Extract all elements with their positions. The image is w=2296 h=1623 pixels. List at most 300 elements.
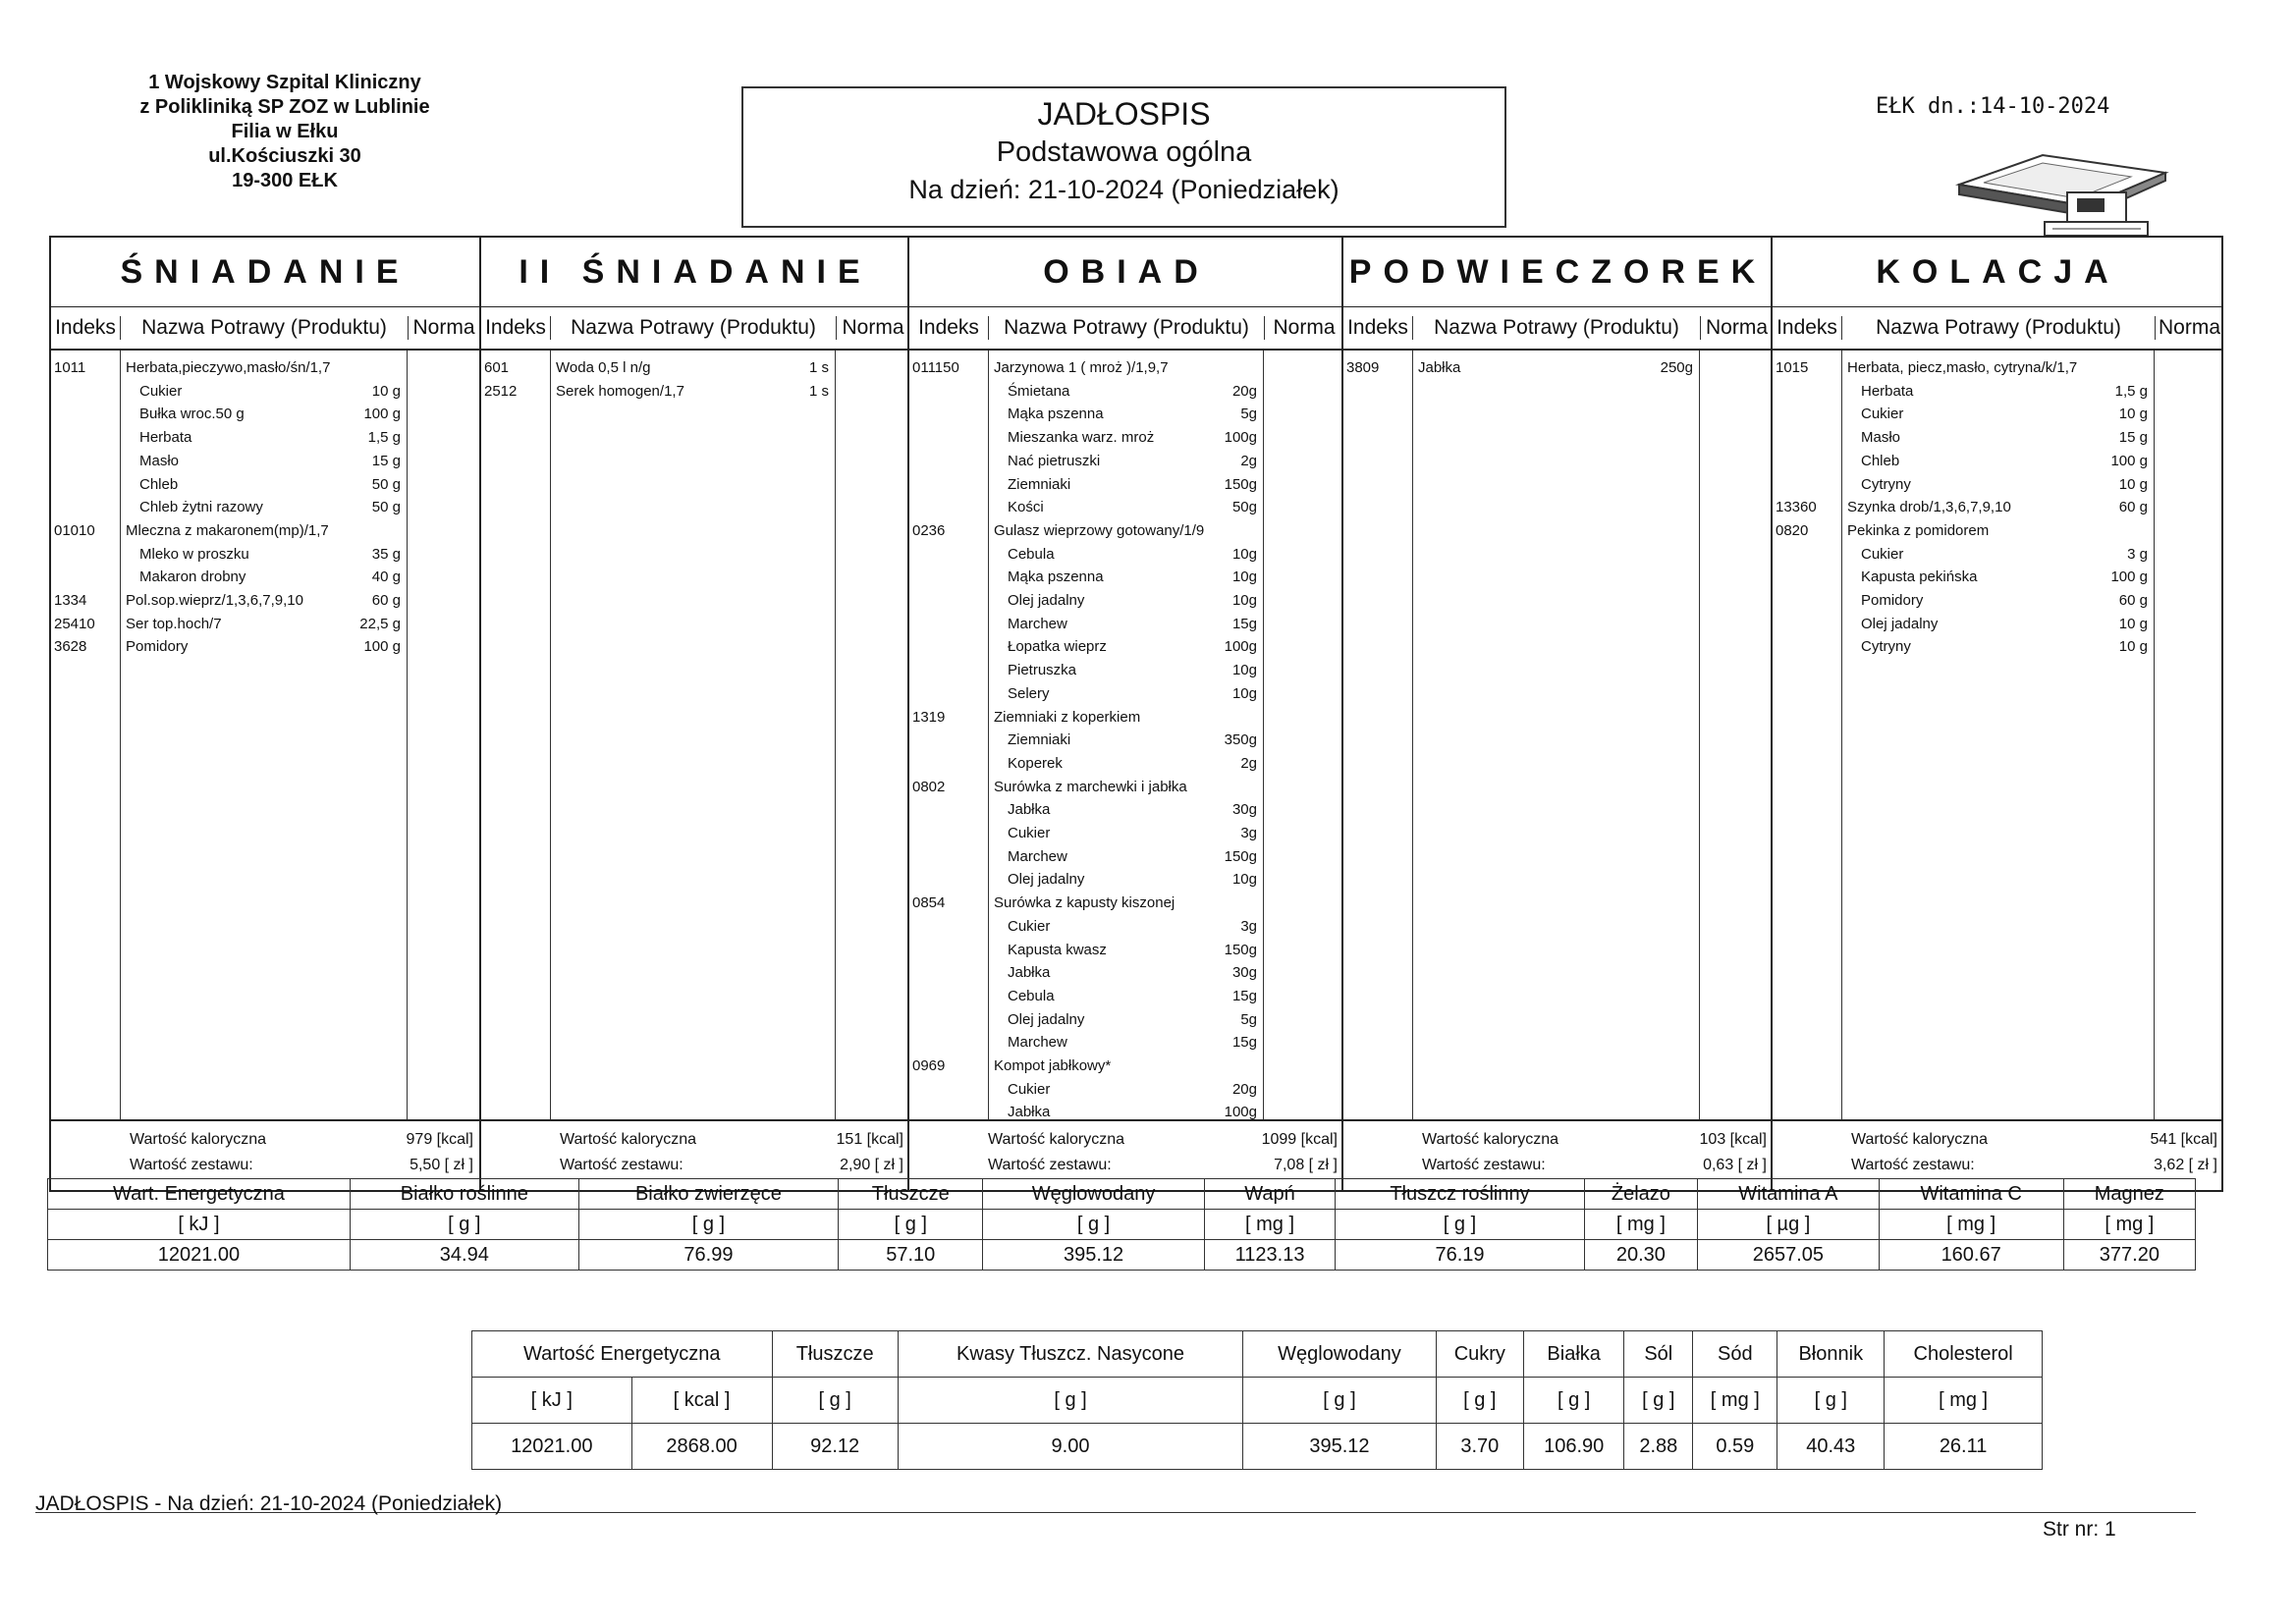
hospital-line: z Polikliniką SP ZOZ w Lublinie — [139, 96, 430, 118]
item-name: Ziemniaki z koperkiem — [994, 708, 1141, 726]
item-norm: 150g — [1224, 941, 1257, 958]
item-name: Kapusta pekińska — [1861, 568, 1978, 586]
item-name: Chleb — [1861, 452, 1900, 469]
name-header: Nazwa Potrawy (Produktu) — [1412, 316, 1701, 340]
kcal-value: 979 [kcal] — [406, 1131, 473, 1148]
nutrient-value: 0.59 — [1693, 1424, 1777, 1470]
nutrient-header: Białko zwierzęce — [578, 1179, 838, 1210]
issue-date: EŁK dn.:14-10-2024 — [1876, 94, 2110, 119]
item-norm: 10g — [1231, 568, 1257, 586]
meal-items — [1343, 351, 1773, 1121]
item-name: Jarzynowa 1 ( mroż )/1,9,7 — [994, 359, 1169, 376]
nutrient-header: Cukry — [1436, 1331, 1523, 1378]
meals-table — [49, 236, 2223, 1192]
item-norm: 2g — [1240, 452, 1257, 469]
name-header: Nazwa Potrawy (Produktu) — [120, 316, 409, 340]
item-name: Jabłka — [1008, 1104, 1051, 1121]
item-norm: 100 g — [363, 406, 401, 423]
item-name: Pekinka z pomidorem — [1847, 521, 1990, 539]
item-norm: 1,5 g — [2114, 382, 2148, 400]
meal-items — [909, 351, 1343, 1121]
hospital-line: ul.Kościuszki 30 — [208, 145, 361, 167]
nutrient-header: Tłuszcz roślinny — [1336, 1179, 1584, 1210]
diet-name: Podstawowa ogólna — [996, 136, 1252, 168]
nutrient-header: Sól — [1624, 1331, 1693, 1378]
meal-title: ŚNIADANIE — [51, 238, 479, 307]
nutrient-unit: [ g ] — [1523, 1378, 1623, 1424]
meal-item-row — [909, 961, 1343, 985]
norm-header: Norma — [1273, 316, 1336, 339]
item-name: Kapusta kwasz — [1008, 941, 1107, 958]
nutrient-value: 26.11 — [1885, 1424, 2043, 1470]
meal-item-row — [909, 519, 1343, 543]
item-name: Pietruszka — [1008, 662, 1077, 679]
kcal-value: 1099 [kcal] — [1261, 1131, 1338, 1148]
nutrient-unit: [ g ] — [898, 1378, 1242, 1424]
nutrient-unit: [ g ] — [839, 1210, 983, 1240]
nutrient-header: Węglowodany — [983, 1179, 1204, 1210]
item-norm: 15g — [1231, 1034, 1257, 1052]
item-name: Gulasz wieprzowy gotowany/1/9 — [994, 521, 1205, 539]
item-index: 0820 — [1776, 521, 1809, 539]
kcal-label: Wartość kaloryczna — [988, 1131, 1124, 1148]
item-index: 011150 — [912, 359, 959, 376]
nutrient-value: 34.94 — [350, 1240, 578, 1271]
hospital-line: 19-300 EŁK — [232, 170, 338, 191]
item-name: Cukier — [1861, 406, 1904, 423]
meal-item-row — [1773, 380, 2223, 404]
item-norm: 22,5 g — [359, 615, 401, 632]
item-name: Olej jadalny — [1008, 871, 1085, 889]
meal-item-row — [909, 543, 1343, 567]
item-name: Cukier — [1008, 917, 1051, 935]
item-name: Serek homogen/1,7 — [556, 382, 684, 400]
item-norm: 10g — [1231, 592, 1257, 609]
item-name: Cukier — [139, 382, 183, 400]
nutrient-value: 2.88 — [1624, 1424, 1693, 1470]
item-index: 01010 — [54, 521, 95, 539]
item-name: Olej jadalny — [1008, 592, 1085, 609]
item-norm: 60 g — [2118, 592, 2148, 609]
meal-item-row — [1773, 519, 2223, 543]
item-norm: 100 g — [2110, 568, 2148, 586]
nutrition-table-2 — [471, 1330, 2043, 1470]
meal-item-row — [909, 798, 1343, 822]
item-name: Chleb żytni razowy — [139, 499, 263, 516]
item-name: Jabłka — [1418, 359, 1461, 376]
nutrient-unit: [ g ] — [1436, 1378, 1523, 1424]
meal-item-row — [909, 752, 1343, 776]
nutrient-header: Białka — [1523, 1331, 1623, 1378]
item-name: Herbata — [139, 429, 192, 447]
item-name: Pomidory — [126, 638, 189, 656]
item-norm: 10 g — [371, 382, 401, 400]
nutrient-header: Witamina C — [1879, 1179, 2063, 1210]
nutrient-unit: [ mg ] — [1693, 1378, 1777, 1424]
item-index: 1011 — [54, 359, 86, 376]
meal-items — [51, 351, 479, 1121]
meal-item-row — [1773, 403, 2223, 426]
item-norm: 100 g — [2110, 452, 2148, 469]
meal-item-row — [909, 939, 1343, 962]
item-norm: 40 g — [371, 568, 401, 586]
item-norm: 150g — [1224, 847, 1257, 865]
nutrient-header: Tłuszcze — [839, 1179, 983, 1210]
item-index: 601 — [484, 359, 510, 376]
nutrient-header: Wart. Energetyczna — [48, 1179, 351, 1210]
nutrient-unit: [ µg ] — [1698, 1210, 1879, 1240]
meal-item-row — [51, 426, 479, 450]
nutrient-value: 2657.05 — [1698, 1240, 1879, 1271]
item-name: Herbata — [1861, 382, 1914, 400]
meal-column-header — [909, 307, 1343, 351]
item-name: Cukier — [1008, 1080, 1051, 1098]
meal-item-row — [1773, 450, 2223, 473]
meal-item-row — [481, 356, 909, 380]
item-name: Masło — [1861, 429, 1901, 447]
meal-title: OBIAD — [909, 238, 1343, 307]
meal-item-row — [909, 892, 1343, 915]
nutrient-unit: [ mg ] — [1879, 1210, 2063, 1240]
item-name: Nać pietruszki — [1008, 452, 1101, 469]
item-norm: 10 g — [2118, 475, 2148, 493]
meal-item-row — [1773, 426, 2223, 450]
meal-item-row — [51, 635, 479, 659]
item-name: Olej jadalny — [1861, 615, 1939, 632]
item-name: Cukier — [1008, 825, 1051, 841]
nutrient-header: Magnez — [2063, 1179, 2195, 1210]
item-name: Marchew — [1008, 1034, 1067, 1052]
item-index: 0236 — [912, 521, 946, 539]
item-norm: 3 g — [2127, 545, 2148, 563]
item-norm: 10g — [1231, 545, 1257, 563]
meal-item-row — [51, 496, 479, 519]
item-norm: 50g — [1231, 499, 1257, 516]
nutrient-unit: [ g ] — [1777, 1378, 1885, 1424]
meal-item-row — [909, 822, 1343, 845]
item-name: Mleczna z makaronem(mp)/1,7 — [126, 521, 329, 539]
item-norm: 10g — [1231, 662, 1257, 679]
item-norm: 30g — [1231, 964, 1257, 982]
nutrient-unit: [ mg ] — [1584, 1210, 1698, 1240]
item-norm: 15 g — [2118, 429, 2148, 447]
item-index: 1334 — [54, 592, 87, 609]
item-norm: 60 g — [371, 592, 401, 609]
item-index: 3628 — [54, 638, 87, 656]
item-norm: 10 g — [2118, 638, 2148, 656]
meal-item-row — [909, 356, 1343, 380]
item-name: Jabłka — [1008, 964, 1051, 982]
meal-item-row — [1773, 356, 2223, 380]
meal-column-header — [481, 307, 909, 351]
item-norm: 100 g — [363, 638, 401, 656]
meal-item-row — [51, 519, 479, 543]
item-index: 0802 — [912, 778, 946, 795]
nutrient-unit: [ g ] — [983, 1210, 1204, 1240]
item-name: Selery — [1008, 684, 1050, 702]
nutrient-unit: [ g ] — [578, 1210, 838, 1240]
cost-value: 5,50 [ zł ] — [410, 1157, 473, 1173]
item-name: Chleb — [139, 475, 179, 493]
nutrient-header: Witamina A — [1698, 1179, 1879, 1210]
item-index: 1319 — [912, 708, 946, 726]
nutrient-value: 9.00 — [898, 1424, 1242, 1470]
nutrient-unit: [ g ] — [350, 1210, 578, 1240]
meal-item-row — [909, 635, 1343, 659]
meal-item-row — [909, 450, 1343, 473]
kcal-label: Wartość kaloryczna — [560, 1131, 696, 1148]
meal-item-row — [1343, 356, 1773, 380]
nutrient-value: 106.90 — [1523, 1424, 1623, 1470]
meal-item-row — [909, 682, 1343, 706]
hospital-header — [108, 71, 462, 193]
item-name: Szynka drob/1,3,6,7,9,10 — [1847, 499, 2011, 516]
item-name: Cukier — [1861, 545, 1904, 563]
kcal-value: 151 [kcal] — [836, 1131, 903, 1148]
item-norm: 2g — [1240, 754, 1257, 772]
item-norm: 1,5 g — [367, 429, 401, 447]
meal-item-row — [51, 566, 479, 589]
item-norm: 100g — [1224, 638, 1257, 656]
item-index: 25410 — [54, 615, 95, 632]
nutrient-unit: [ g ] — [1243, 1378, 1436, 1424]
meal-item-row — [909, 1055, 1343, 1078]
item-name: Pol.sop.wieprz/1,3,6,7,9,10 — [126, 592, 303, 609]
index-header: Indeks — [918, 316, 979, 339]
item-norm: 3g — [1240, 825, 1257, 841]
item-name: Cebula — [1008, 545, 1055, 563]
meal-items — [1773, 351, 2223, 1121]
nutrient-unit: [ g ] — [772, 1378, 898, 1424]
energy-unit: [ kcal ] — [631, 1378, 772, 1424]
cost-label: Wartość zestawu: — [1422, 1157, 1546, 1173]
item-name: Marchew — [1008, 847, 1067, 865]
nutrition-table-1 — [47, 1178, 2196, 1271]
item-name: Surówka z kapusty kiszonej — [994, 894, 1175, 912]
laptop-icon — [1954, 145, 2175, 239]
nutrient-unit: [ g ] — [1336, 1210, 1584, 1240]
meal-item-row — [51, 380, 479, 404]
item-norm: 50 g — [371, 475, 401, 493]
nutrient-header: Sód — [1693, 1331, 1777, 1378]
meal-item-row — [51, 403, 479, 426]
item-norm: 350g — [1224, 731, 1257, 749]
index-header: Indeks — [485, 316, 546, 339]
item-name: Masło — [139, 452, 180, 469]
kcal-value: 541 [kcal] — [2150, 1131, 2217, 1148]
nutrient-header: Węglowodany — [1243, 1331, 1436, 1378]
title-box — [741, 86, 1506, 228]
meal-item-row — [51, 450, 479, 473]
meal-item-row — [51, 613, 479, 636]
item-name: Ziemniaki — [1008, 731, 1071, 749]
item-norm: 50 g — [371, 499, 401, 516]
kcal-label: Wartość kaloryczna — [130, 1131, 266, 1148]
item-index: 0854 — [912, 894, 946, 912]
hospital-line: 1 Wojskowy Szpital Kliniczny — [148, 72, 421, 93]
item-name: Mąka pszenna — [1008, 406, 1104, 423]
item-norm: 10 g — [2118, 615, 2148, 632]
item-norm: 3g — [1240, 917, 1257, 935]
nutrient-value: 40.43 — [1777, 1424, 1885, 1470]
item-name: Koperek — [1008, 754, 1063, 772]
item-name: Herbata,pieczywo,masło/śn/1,7 — [126, 359, 331, 376]
nutrient-header: Błonnik — [1777, 1331, 1885, 1378]
nutrient-value: 12021.00 — [48, 1240, 351, 1271]
energy-value: 2868.00 — [631, 1424, 772, 1470]
norm-header: Norma — [2158, 316, 2220, 339]
item-norm: 1 s — [808, 382, 829, 400]
item-norm: 20g — [1231, 1080, 1257, 1098]
meal-column — [51, 238, 479, 1190]
item-index: 3809 — [1346, 359, 1380, 376]
nutrient-value: 76.19 — [1336, 1240, 1584, 1271]
nutrient-header: Żelazo — [1584, 1179, 1698, 1210]
norm-header: Norma — [412, 316, 475, 339]
item-name: Cytryny — [1861, 475, 1911, 493]
item-norm: 1 s — [808, 359, 829, 376]
nutrient-unit: [ kJ ] — [48, 1210, 351, 1240]
cost-value: 3,62 [ zł ] — [2154, 1157, 2217, 1173]
meal-item-row — [909, 1008, 1343, 1032]
meal-column-header — [1773, 307, 2223, 351]
item-norm: 10 g — [2118, 406, 2148, 423]
meal-item-row — [909, 659, 1343, 682]
meal-item-row — [909, 706, 1343, 730]
item-name: Kości — [1008, 499, 1044, 516]
meal-item-row — [1773, 543, 2223, 567]
meal-item-row — [909, 589, 1343, 613]
cost-value: 7,08 [ zł ] — [1274, 1157, 1338, 1173]
item-name: Woda 0,5 l n/g — [556, 359, 651, 376]
item-norm: 10g — [1231, 871, 1257, 889]
cost-label: Wartość zestawu: — [560, 1157, 683, 1173]
item-name: Makaron drobny — [139, 568, 246, 586]
meal-items — [481, 351, 909, 1121]
item-name: Mleko w proszku — [139, 545, 249, 563]
name-header: Nazwa Potrawy (Produktu) — [988, 316, 1265, 340]
meal-column-header — [51, 307, 479, 351]
item-norm: 15g — [1231, 987, 1257, 1004]
meal-item-row — [909, 776, 1343, 799]
meal-item-row — [909, 380, 1343, 404]
nutrient-value: 3.70 — [1436, 1424, 1523, 1470]
item-name: Łopatka wieprz — [1008, 638, 1107, 656]
item-norm: 30g — [1231, 801, 1257, 819]
cost-value: 0,63 [ zł ] — [1703, 1157, 1767, 1173]
item-name: Cytryny — [1861, 638, 1911, 656]
hospital-line: Filia w Ełku — [231, 121, 339, 142]
meal-item-row — [1773, 496, 2223, 519]
item-norm: 15 g — [371, 452, 401, 469]
meal-item-row — [909, 1031, 1343, 1055]
item-norm: 20g — [1231, 382, 1257, 400]
item-index: 13360 — [1776, 499, 1817, 516]
meal-item-row — [481, 380, 909, 404]
energy-unit: [ kJ ] — [472, 1378, 632, 1424]
norm-header: Norma — [842, 316, 904, 339]
nutrient-value: 377.20 — [2063, 1240, 2195, 1271]
cost-label: Wartość zestawu: — [130, 1157, 253, 1173]
nutrient-header: Kwasy Tłuszcz. Nasycone — [898, 1331, 1242, 1378]
cost-label: Wartość zestawu: — [988, 1157, 1112, 1173]
item-name: Ziemniaki — [1008, 475, 1071, 493]
meal-item-row — [1773, 566, 2223, 589]
nutrient-value: 92.12 — [772, 1424, 898, 1470]
nutrient-value: 57.10 — [839, 1240, 983, 1271]
name-header: Nazwa Potrawy (Produktu) — [550, 316, 837, 340]
name-header: Nazwa Potrawy (Produktu) — [1841, 316, 2156, 340]
cost-label: Wartość zestawu: — [1851, 1157, 1975, 1173]
item-index: 0969 — [912, 1057, 946, 1074]
item-name: Mąka pszenna — [1008, 568, 1104, 586]
index-header: Indeks — [1777, 316, 1837, 339]
meal-item-row — [1773, 589, 2223, 613]
meal-item-row — [909, 403, 1343, 426]
item-name: Herbata, piecz,masło, cytryna/k/1,7 — [1847, 359, 2078, 376]
meal-title: II ŚNIADANIE — [481, 238, 909, 307]
meal-column — [1341, 238, 1773, 1190]
meal-item-row — [51, 589, 479, 613]
meal-item-row — [1773, 635, 2223, 659]
index-header: Indeks — [1347, 316, 1408, 339]
nutrient-header: Białko roślinne — [350, 1179, 578, 1210]
item-norm: 250g — [1660, 359, 1693, 376]
item-name: Olej jadalny — [1008, 1010, 1085, 1028]
meal-item-row — [909, 473, 1343, 497]
nutrient-value: 160.67 — [1879, 1240, 2063, 1271]
kcal-label: Wartość kaloryczna — [1851, 1131, 1988, 1148]
item-name: Marchew — [1008, 615, 1067, 632]
meal-item-row — [909, 729, 1343, 752]
item-norm: 100g — [1224, 429, 1257, 447]
meal-item-row — [51, 543, 479, 567]
item-name: Bułka wroc.50 g — [139, 406, 245, 423]
meal-item-row — [909, 426, 1343, 450]
item-norm: 10g — [1231, 684, 1257, 702]
norm-header: Norma — [1705, 316, 1768, 339]
meal-item-row — [909, 985, 1343, 1008]
meal-item-row — [909, 496, 1343, 519]
kcal-value: 103 [kcal] — [1699, 1131, 1767, 1148]
item-norm: 5g — [1240, 1010, 1257, 1028]
item-name: Pomidory — [1861, 592, 1924, 609]
nutrient-unit: [ mg ] — [1885, 1378, 2043, 1424]
nutrient-value: 76.99 — [578, 1240, 838, 1271]
nutrient-header: Tłuszcze — [772, 1331, 898, 1378]
footer-text: JADŁOSPIS - Na dzień: 21-10-2024 (Poniedziałek) — [35, 1492, 503, 1515]
meal-item-row — [909, 915, 1343, 939]
page-number: Str nr: 1 — [2043, 1518, 2116, 1541]
nutrient-unit: [ mg ] — [1204, 1210, 1336, 1240]
item-name: Cebula — [1008, 987, 1055, 1004]
item-name: Kompot jabłkowy* — [994, 1057, 1112, 1074]
meal-item-row — [909, 613, 1343, 636]
meal-title: PODWIECZOREK — [1343, 238, 1773, 307]
nutrient-value: 395.12 — [983, 1240, 1204, 1271]
item-norm: 150g — [1224, 475, 1257, 493]
item-name: Śmietana — [1008, 382, 1070, 400]
nutrient-value: 395.12 — [1243, 1424, 1436, 1470]
item-index: 1015 — [1776, 359, 1809, 376]
menu-date: Na dzień: 21-10-2024 (Poniedziałek) — [908, 175, 1339, 204]
item-name: Jabłka — [1008, 801, 1051, 819]
meal-column — [479, 238, 909, 1190]
nutrient-value: 20.30 — [1584, 1240, 1698, 1271]
meal-column-header — [1343, 307, 1773, 351]
energy-value: 12021.00 — [472, 1424, 632, 1470]
meal-column — [907, 238, 1343, 1190]
